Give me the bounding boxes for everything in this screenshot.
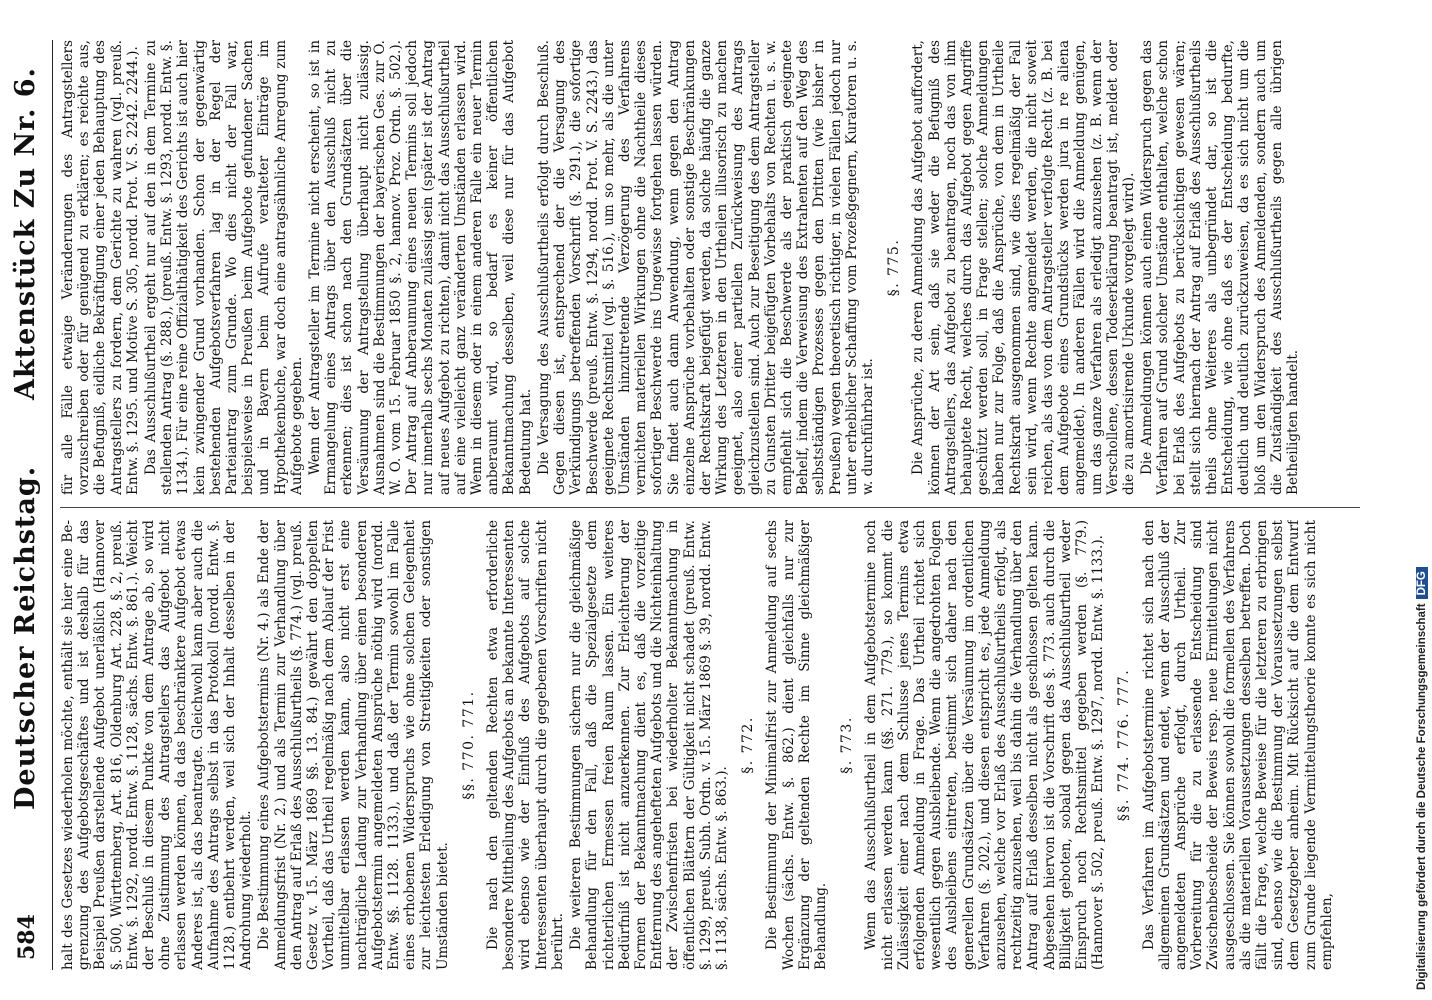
running-title-right: Aktenstück Zu Nr. 6. [10, 67, 41, 400]
header-rule [52, 40, 53, 970]
running-title-left: Deutscher Reichstag. [10, 465, 41, 810]
paragraph: für alle Fälle etwaige Veränderungen des Antragstellers vorzuschreiben oder für genügend zu erklären; es reichte aus, die Befugniß, eidliche Bekräftigung einer jeden Behauptung des Antragstellers zu fordern, dem Gerichte zu wahren (vgl. preuß. Entw. §. 1295. und Motive S. 305, nordd. Prot. V. S. 2242. 2244.). [60, 40, 141, 495]
section-heading: §§. 770. 771. [460, 690, 477, 800]
section-heading: §. 772. [740, 716, 757, 774]
left-column [60, 520, 1360, 970]
column-divider [60, 507, 1360, 508]
page-number: 584 [14, 914, 40, 960]
section-heading: §. 773. [839, 716, 856, 774]
paragraph: Die Versagung des Ausschlußurtheils erfolgt durch Beschluß. Gegen diesen ist, entsprechend der die Versagung des Verkündigungs betreffenden Vorschrift (§. 291.), die sofortige Beschwerde (preuß. Entw. §. 1294, nordd. Prot. V. S. 2243.) das geeignete Rechtsmittel (vgl. §. 516.), um so mehr, als die unter Umständen hinzutretende Verzögerung des Verfahrens vernichten materiellen Wirkungen ohne die Nachtheile dieses sofortiger Beschwerde ins Ungewisse fortgehen lassen würden. Sie findet auch dann Anwendung, wenn gegen den Antrag einzelne Ansprüche vorbehalten oder sonstige Beschränkungen der Rechtskraft beigefügt werden, da solche häufig die ganze Wirkung des Letzteren in den Urtheilen illusorisch zu machen geeignet, also einer partiellen Zurückweisung des Antrags gleichzustellen sind. Auch zur Beseitigung des dem Antragsteller zu Gunsten Dritter beigefügten Vorbehalts von Rechten u. s. w. empfiehlt sich die Beschwerde als der praktisch geeignete Behelf, indem die Verweisung des Extrahenten auf den Weg des selbstständigen Prozesses gegen den Dritten (wie bisher in Preußen) wegen theoretisch richtiger, in vielen Fällen jedoch nur unter erheblicher Schaffung vom Prozeßgegnern, Kuratoren u. s. w. durchführbar ist. [535, 40, 876, 495]
digitization-note-text: Digitalisierung gefördert durch die Deutsche Forschungsgemeinschaft [1416, 603, 1428, 990]
paragraph: Das Ausschlußurtheil ergeht nur auf den in dem Termine zu stellenden Antrag (§. 288.), (preuß. Entw. §. 1293, nordd. Entw. §. 1134.). Für eine reine Offizialthätigkeit des Gerichts ist auch hier kein zwingender Grund vorhanden. Schon der gegenwärtig bestehenden Aufgebotsverfahren lag in der Regel der Parteiantrag zum Grunde. Wo dies nicht der Fall war, beispielsweise in Preußen beim Aufgebote gefundener Sachen und in Bayern beim Aufrufe veralteter Einträge im Hypothekenbuche, war doch eine antragsähnliche Anregung zum Aufgebote gegeben. [143, 40, 305, 495]
paragraph: Die nach den geltenden Rechten etwa erforderliche besondere Mittheilung des Aufgebots an bekannte Interessenten wird ebenso wie der Einfluß des Aufgebots auf solche Interessenten überhaupt durch die gegebenen Vorschriften nicht berührt. [485, 520, 566, 970]
section-heading: §§. 774. 776. 777. [1116, 668, 1133, 822]
page-header [6, 40, 46, 960]
paragraph: Die Anmeldungen können auch einen Widerspruch gegen das Verfahren auf Grund solcher Umstände enthalten, welche schon bei Erlaß des Aufgebots zu berücksichtigen gewesen wären; stellt sich hiernach der Antrag auf Erlaß des Ausschlußurtheils theils ohne Weiteres als unbegründet dar, so ist die Entscheidung, wie ohne daß es der Entscheidung bedurfte, deutlich und deutlich zurückzuweisen, da es sich nicht um die bloß um den Widerspruch des Anmeldenden, sondern auch um die Zuständigkeit des Ausschlußurtheils gegen alle übrigen Betheiligten handelt. [1139, 40, 1302, 495]
paragraph: Die Bestimmung eines Aufgebotstermins (Nr. 4.) als Ende der Anmeldungsfrist (Nr. 2.) und als Termin zur Verhandlung über den Antrag auf Erlaß des Ausschlußurtheils (§. 774.) (vgl. preuß. Gesetz v. 15. März 1869 §§. 13. 84.) gewährt den doppelten Vortheil, daß das Urtheil regelmäßig nach dem Ablauf der Frist unmittelbar erlassen werden kann, also nicht erst eine nachträgliche Ladung zur Verhandlung über einen besonderen Aufgebotstermin angemeldeten Ansprüche nöthig wird (nordd. Entw. §§. 1128. 1133.), und daß der Termin sowohl im Falle eines erhobenen Widerspruchs wie ohne solchen Gelegenheit zur leichtesten Erledigung von Streitigkeiten oder sonstigen Umständen bietet. [256, 520, 451, 970]
paragraph: halt des Gesetzes wiederholen möchte, enthält sie hier eine Be-grenzung des Aufgebotsgeschäftes und ist deshalb für das Beispiel Preußen darstellende Aufgebot unerläßlich (Hannover §. 500, Württemberg, Art. 816, Oldenburg Art. 228, §. 2, preuß. Entw. §. 1292, nordd. Entw. §. 1128, sächs. Entw. §. 861.). Weicht der Beschluß in diesem Punkte von dem Antrage ab, so wird ohne Zustimmung des Antragstellers das Aufgebot nicht erlassen werden können, da das beschränktere Aufgebot etwas Anderes ist, als das beantragte. Gleichwohl kann aber auch die Aufnahme des Antrags selbst in das Protokoll (nordd. Entw. §. 1128.) entbehrt werden, weil sich der Inhalt desselben in der Androhung wiederholt. [60, 520, 255, 970]
paragraph: Die Bestimmung der Minimalfrist zur Anmeldung auf sechs Wochen (sächs. Entw. §. 862.) dient gleichfalls nur zur Ergänzung der geltenden Rechte im Sinne gleichmäßiger Behandlung. [764, 520, 829, 970]
paragraph: Die weiteren Bestimmungen sichern nur die gleichmäßige Behandlung für den Fall, daß die Spezialgesetze dem richterlichen Ermessen freien Raum lassen. Ein weiteres Bedürfniß ist nicht anzuerkennen. Zur Erleichterung der Formen der Bekanntmachung dient es, daß die vorzeitige Entfernung des angehefteten Aufgebots und die Nichteinhaltung der Zwischenfristen bei wiederholter Bekanntmachung in öffentlichen Blättern der Gültigkeit nicht schadet (preuß. Entw. §. 1299, preuß. Subh. Ordn. v. 15. März 1869 §. 39, nordd. Entw. §. 1138, sächs. Entw. §. 863.). [568, 520, 730, 970]
dfg-logo: DFG [1416, 567, 1428, 599]
paragraph: Das Verfahren im Aufgebotstermine richtet sich nach den allgemeinen Grundsätzen und endet, wenn der Ausschluß der angemeldeten Ansprüche erfolgt, durch Urtheil. Zur Vorbereitung für die zu erlassende Entscheidung sind Zwischenbescheide der Beweis resp. neue Ermittelungen nicht ausgeschlossen. Sie können sowohl die formellen des Verfahrens als die materiellen Voraussetzungen desselben betreffen. Doch fällt die Frage, welche Beweise für die letzteren zu erbringen sind, ebenso wie die Bestimmung der Voraussetzungen selbst dem Gesetzgeber anheim. Mit Rücksicht auf die dem Entwurf zum Grunde liegende Vermittelungstheorie konnte es sich nicht empfehlen, [1140, 520, 1335, 970]
paragraph: Wenn der Antragsteller im Termine nicht erscheint, so ist in Ermangelung eines Antrags über den Ausschluß nicht zu erkennen; dies ist schon nach den Grundsätzen über die Versäumung der Antragstellung überhaupt nicht zulässig. Ausnahmen sind die Bestimmungen der bayerischen Ges. zur O. W. O. vom 15. Februar 1850 §. 2, hannov. Proz. Ordn. §. 502.). Der Antrag auf Anberaumung eines neuen Termins soll jedoch nur innerhalb sechs Monaten zulässig sein (später ist der Antrag auf neues Aufgebot zu richten), damit nicht das Ausschlußurtheil auf eine vielleicht ganz veränderten Umständen erlassen wird. Wenn in diesem oder in einem anderen Falle ein neuer Termin anberaumt wird, so bedarf es keiner öffentlichen Bekanntmachung desselben, weil diese nur für das Aufgebot Bedeutung hat. [307, 40, 534, 495]
paragraph: Die Ansprüche, zu deren Anmeldung das Aufgebot auffordert, können der Art sein, daß sie weder die Befugniß des Antragstellers, das Aufgebot zu beantragen, noch das von ihm behauptete Recht, welches durch das Aufgebot gegen Angriffe geschützt werden soll, in Frage stellen; solche Anmeldungen haben nur zur Folge, daß die Ansprüche, von dem in Urtheile Rechtskraft ausgenommen sind, wie dies regelmäßig der Fall sein wird, wenn Rechte angemeldet werden, die nicht soweit reichen, als das von dem Antragsteller verfolgte Recht (z. B. bei dem Aufgebote eines Grundstücks werden jura in re aliena angemeldet). In anderen Fällen wird die Anmeldung genügen, um das ganze Verfahren als erledigt anzusehen (z. B. wenn der Verschollene, dessen Todeserklärung beantragt ist, meldet oder die zu amortisirende Urkunde vorgelegt wird). [910, 40, 1137, 495]
section-heading: §. 775. [886, 238, 903, 297]
paragraph: Wenn das Ausschlußurtheil in dem Aufgebotstermine noch nicht erlassen werden kann (§§. 271. 779.), so kommt die Zulässigkeit einer nach dem Schlusse jenes Termins etwa erfolgenden Anmeldung in Frage. Das Urtheil richtet sich wesentlich gegen Ausbleibende. Wenn die angedrohten Folgen des Ausbleibens eintreten, bestimmt sich daher nach den generellen Grundsätzen über die Versäumung im ordentlichen Verfahren (§. 202.), und diesen entspricht es, jede Anmeldung anzusehen, welche vor Erlaß des Ausschlußurtheils erfolgt, als rechtzeitig anzusehen, weil bis dahin die Verhandlung über den Antrag auf Erlaß desselben nicht als geschlossen gelten kann. Abgesehen hiervon ist die Vorschrift des §. 773. auch durch die Billigkeit geboten, sobald gegen das Ausschlußurtheil weder Einspruch noch Rechtsmittel gegeben werden (§. 779.) (Hannover §. 502, preuß. Entw. §. 1297, nordd. Entw. §. 1133.). [863, 520, 1107, 970]
right-column [60, 40, 1360, 495]
